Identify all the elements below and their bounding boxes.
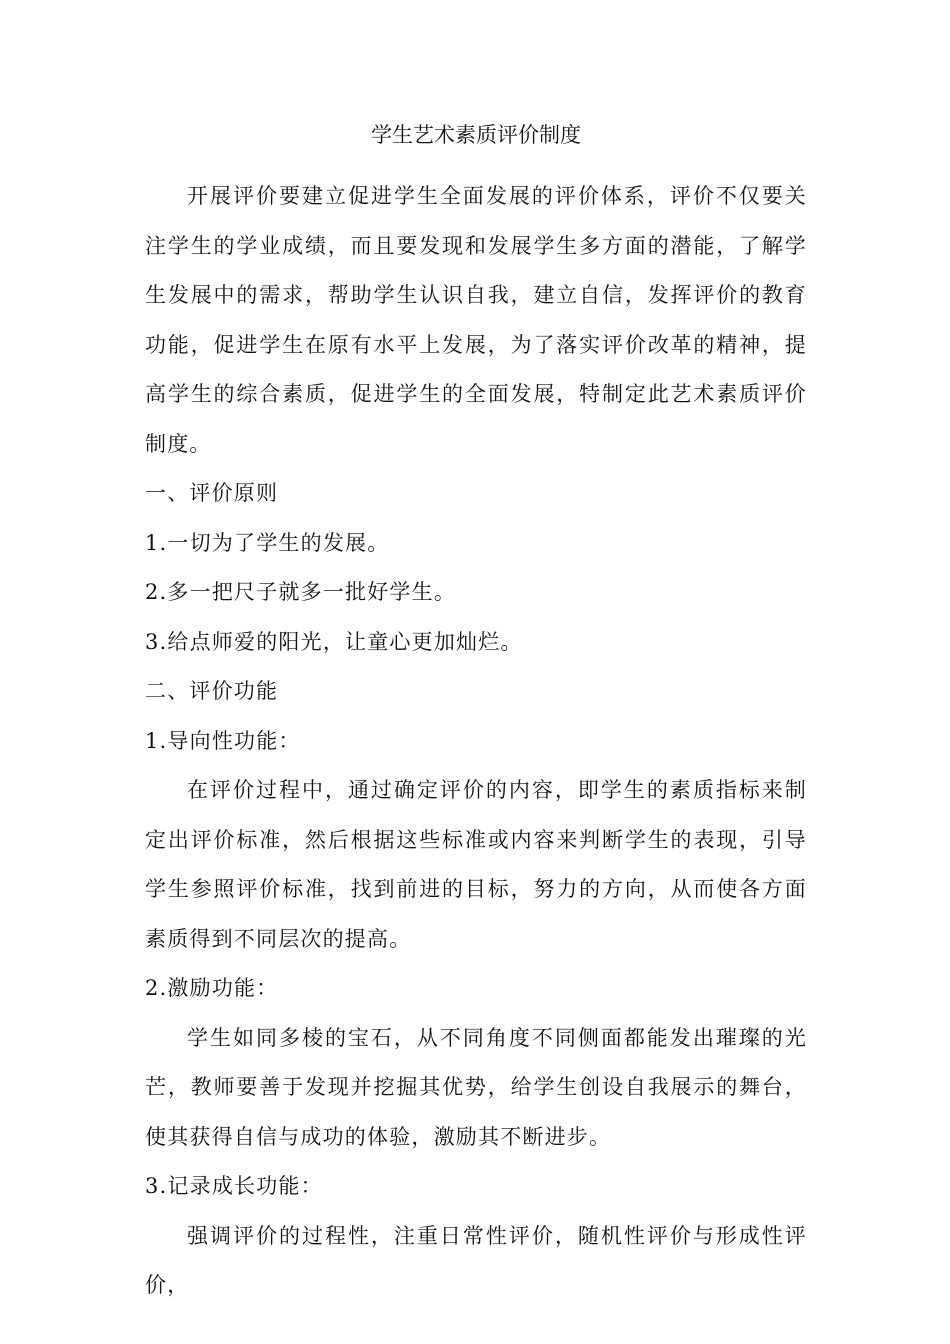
paragraph-motivation: 学生如同多棱的宝石，从不同角度不同侧面都能发出璀璨的光芒，教师要善于发现并挖掘其优势，给学生创设自我展示的舞台，使其获得自信与成功的体验，激励其不断进步。: [145, 1025, 807, 1149]
paragraph-growth: 强调评价的过程性，注重日常性评价，随机性评价与形成性评价，: [145, 1223, 807, 1297]
subheading-growth: 3.记录成长功能：: [145, 1174, 323, 1198]
principle-item: 1.一切为了学生的发展。: [145, 530, 390, 555]
document-title: 学生艺术素质评价制度: [371, 123, 581, 147]
subheading-motivation: 2.激励功能：: [145, 976, 279, 1000]
section-heading-functions: 二、评价功能: [145, 679, 279, 703]
principle-item: 3.给点师爱的阳光，让童心更加灿烂。: [145, 629, 523, 654]
document-body: [145, 122, 807, 1311]
principle-item: 2.多一把尺子就多一批好学生。: [145, 580, 457, 604]
subheading-guidance: 1.导向性功能：: [145, 728, 301, 753]
intro-paragraph: 开展评价要建立促进学生全面发展的评价体系，评价不仅要关注学生的学业成绩，而且要发现和发展学生多方面的潜能，了解学生发展中的需求，帮助学生认识自我，建立自信，发挥评价的教育功能，促进学生在原有水平上发展，为了落实评价改革的精神，提高学生的综合素质，促进学生的全面发展，特制定此艺术素质评价制度。: [145, 184, 807, 456]
section-heading-principles: 一、评价原则: [145, 481, 279, 505]
paragraph-guidance: 在评价过程中，通过确定评价的内容，即学生的素质指标来制定出评价标准，然后根据这些标准或内容来判断学生的表现，引导学生参照评价标准，找到前进的目标，努力的方向，从而使各方面素质得到不同层次的提高。: [145, 778, 807, 951]
